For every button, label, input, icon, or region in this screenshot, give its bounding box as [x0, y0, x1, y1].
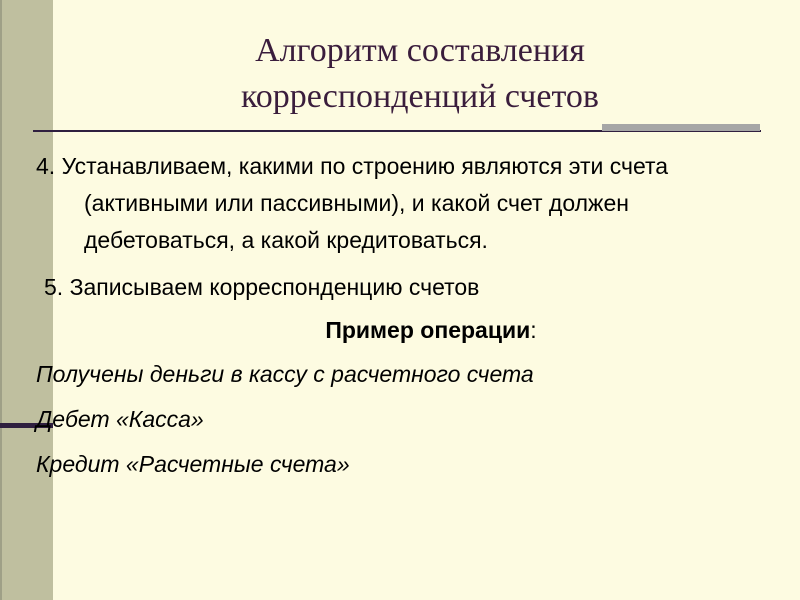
credit-text: Кредит «Расчетные счета» [36, 451, 350, 477]
example-heading-label: Пример операции [325, 317, 531, 343]
example-heading [36, 312, 776, 349]
slide-title-line-2: корреспонденций счетов [241, 78, 599, 115]
slide-body [36, 148, 776, 483]
slide-title-line-1: Алгоритм составления [255, 32, 585, 69]
slide-title [100, 28, 740, 120]
left-bar-accent [0, 0, 2, 600]
example-heading-colon: : [530, 317, 537, 343]
step-4-text: 4. Устанавливаем, какими по строению являются эти счета (активными или пассивными), и какой счет должен дебетоваться, а какой кредитоваться. [36, 153, 669, 253]
title-underline-accent [602, 124, 760, 131]
step-5-text: 5. Записываем корреспонденцию счетов [44, 274, 480, 300]
operation-text: Получены деньги в кассу с расчетного счета [36, 361, 534, 387]
debit-text: Дебет «Касса» [36, 406, 204, 432]
